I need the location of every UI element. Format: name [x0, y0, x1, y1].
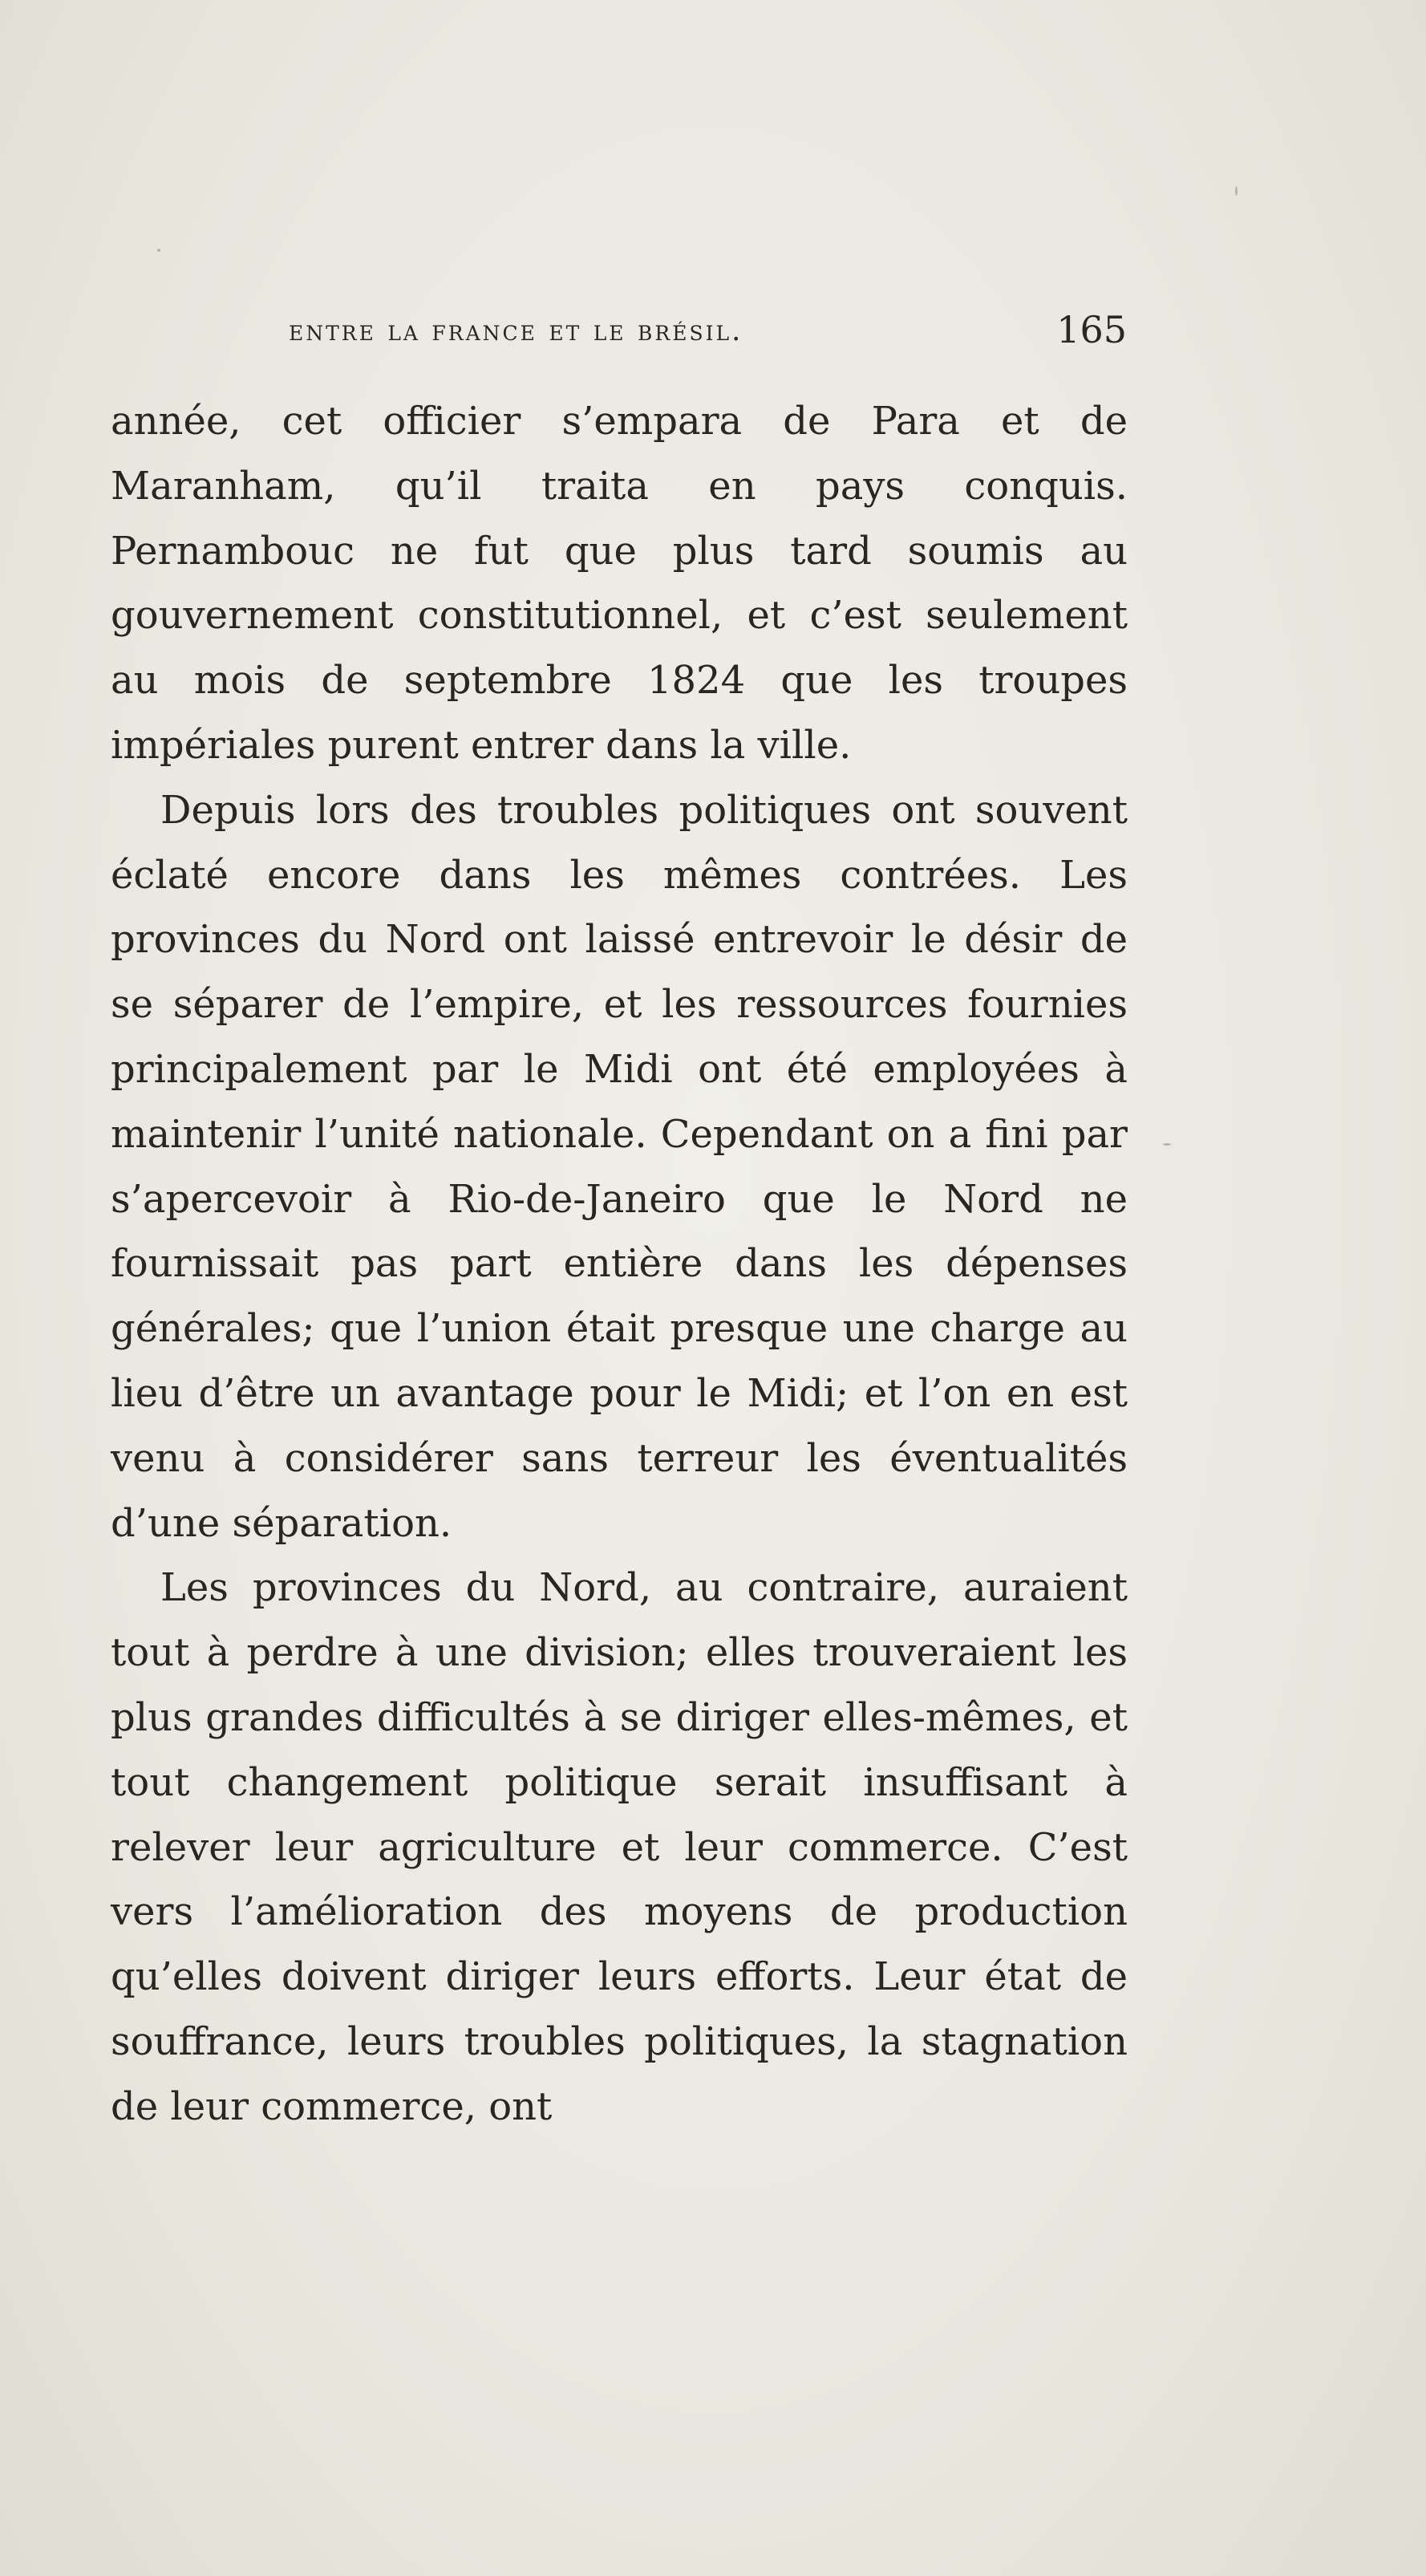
paper-speck	[1235, 186, 1238, 196]
running-title: entre la france et le brésil.	[289, 314, 743, 347]
paragraph-continuation: année, cet officier s’empara de Para et de Maranham, qu’il traita en pays conquis. Pernambouc ne fut que plus tard soumis au gouvernement constitutionnel, et c’est seulement au mois de septembre 1824 que les troupes impériales purent entrer dans la ville.	[111, 399, 1128, 768]
paper-speck	[1163, 1143, 1171, 1146]
page-header	[112, 308, 1127, 364]
body-text	[111, 389, 1128, 2140]
page-number: 165	[1056, 308, 1127, 351]
paper-speck	[157, 249, 160, 252]
paragraph: Depuis lors des troubles politiques ont souvent éclaté encore dans les mêmes contrées. Les provinces du Nord ont laissé entrevoir le désir de se séparer de l’empire, et les ressources fournies principalement par le Midi ont été employées à maintenir l’unité nationale. Cependant on a fini par s’apercevoir à Rio-de-Janeiro que le Nord ne fournissait pas part entière dans les dépenses générales; que l’union était presque une charge au lieu d’être un avantage pour le Midi; et l’on en est venu à considérer sans terreur les éventualités d’une séparation.	[111, 787, 1128, 1546]
paragraph: Les provinces du Nord, au contraire, auraient tout à perdre à une division; elles trouveraient les plus grandes difficultés à se diriger elles-mêmes, et tout changement politique serait insuffisant à relever leur agriculture et leur commerce. C’est vers l’amélioration des moyens de production qu’elles doivent diriger leurs efforts. Leur état de souffrance, leurs troubles politiques, la stagnation de leur commerce, ont	[111, 1565, 1128, 2129]
